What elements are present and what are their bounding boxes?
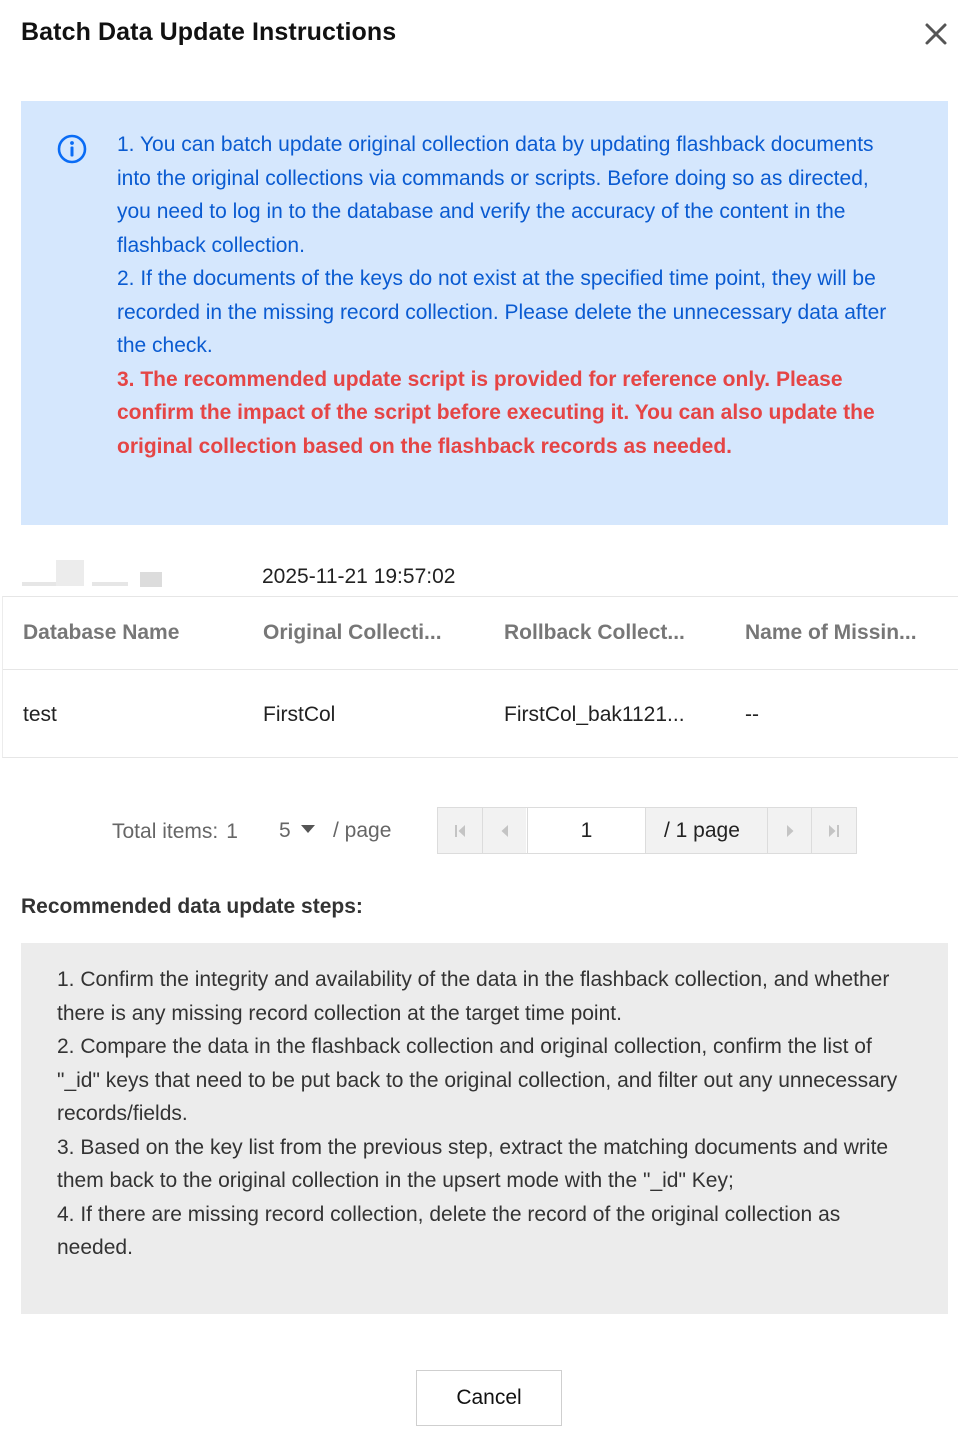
blurred-label [22,560,162,588]
step-item-2: 2. Compare the data in the flashback collection and original collection, confirm the list of "_id" keys that need to be put back to the original collection, and filter out any unnecessary records/fields. [57,1035,898,1125]
steps-title: Recommended data update steps: [21,895,363,918]
first-page-icon [454,824,466,838]
step-item-4: 4. If there are missing record collection, delete the record of the original collection as needed. [57,1202,841,1259]
total-items-label: Total items: [112,820,219,843]
caret-down-icon [301,825,315,833]
prev-page-button[interactable] [482,808,526,853]
close-icon[interactable] [920,18,952,50]
page-number-input[interactable]: 1 [527,808,646,853]
next-page-icon [784,824,796,838]
cell-rollback-collection: FirstCol_bak1121... [504,703,685,726]
page-size-value: 5 [279,819,291,842]
next-page-button[interactable] [767,808,811,853]
cell-missing-collection: -- [745,703,759,726]
notice-item-2: 2. If the documents of the keys do not exist at the specified time point, they will be recorded in the missing record collection. Please delete the unnecessary data after the check. [117,267,887,357]
total-items [112,820,238,844]
notice-item-warning: 3. The recommended update script is provided for reference only. Please confirm the impact of the script before executing it. You can also update the original collection based on the flashback records as needed. [117,367,875,458]
collections-table [2,596,958,758]
step-item-1: 1. Confirm the integrity and availability of the data in the flashback collection, and whether there is any missing record collection at the target time point. [57,968,890,1025]
notice-box [21,101,948,525]
total-pages-label: / 1 page [646,808,767,853]
column-database-name: Database Name [23,621,180,644]
timestamp-value: 2025-11-21 19:57:02 [262,565,456,588]
column-missing-collection: Name of Missin... [745,621,917,644]
cell-original-collection: FirstCol [263,703,336,726]
step-item-3: 3. Based on the key list from the previous step, extract the matching documents and write them back to the original collection in the upsert mode with the "_id" Key; [57,1135,889,1192]
notice-text [117,128,907,463]
steps-box [21,943,948,1314]
notice-item-1: 1. You can batch update original collection data by updating flashback documents into the original collections via commands or scripts. Before doing so as directed, you need to log in to the database and verify the accuracy of the content in the flashback collection. [117,133,874,257]
steps-text [57,963,917,1265]
column-original-collection: Original Collecti... [263,621,442,644]
last-page-icon [828,824,840,838]
per-page-label: / page [333,819,392,842]
cancel-button[interactable]: Cancel [416,1370,562,1426]
page-navigator [437,807,857,854]
total-items-value: 1 [226,820,238,843]
page-size-select[interactable] [279,819,315,843]
info-icon [56,133,88,165]
cell-database-name: test [23,703,57,726]
pagination [0,806,958,854]
column-rollback-collection: Rollback Collect... [504,621,685,644]
first-page-button[interactable] [438,808,482,853]
dialog-title: Batch Data Update Instructions [21,18,397,46]
table-header [3,597,958,670]
last-page-button[interactable] [811,808,856,853]
prev-page-icon [499,824,511,838]
